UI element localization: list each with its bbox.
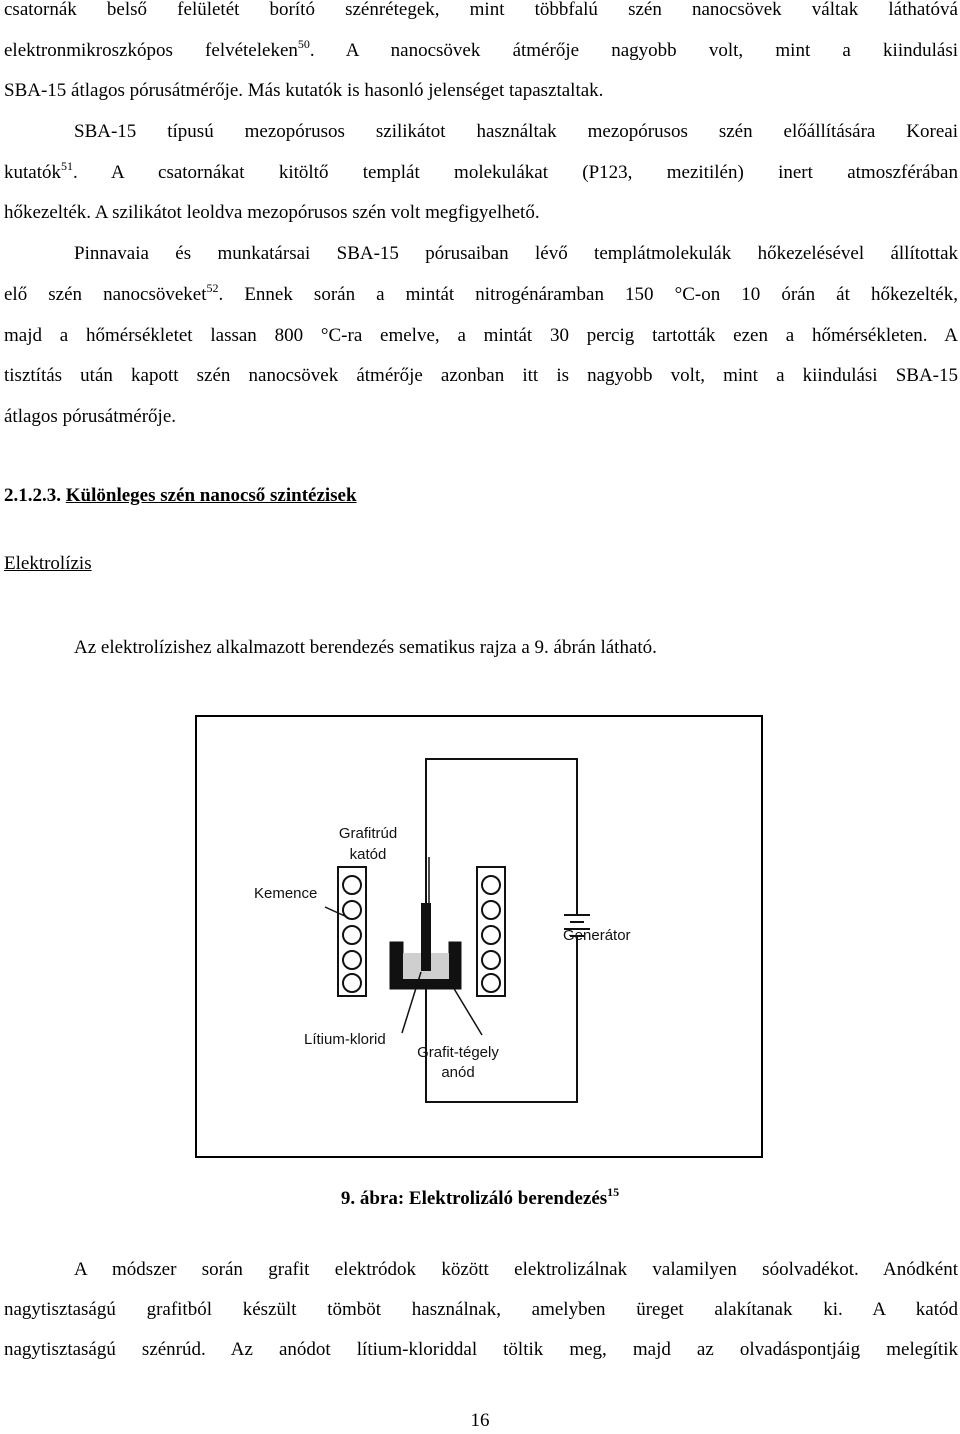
electrolysis-figure bbox=[195, 715, 763, 1158]
paragraph-line: nagytisztaságú szénrúd. Az anódot lítium-kloriddal töltik meg, majd az olvadáspontjáig melegítik bbox=[4, 1339, 958, 1360]
caption-footnote-ref: 15 bbox=[607, 1185, 620, 1199]
graphite-rod-cathode bbox=[421, 903, 431, 971]
label-anode-1: Grafit-tégely bbox=[417, 1044, 499, 1061]
label-generator: Generátor bbox=[563, 927, 631, 944]
paragraph-line: nagytisztaságú grafitból készült tömböt használnak, amelyben üreget alakítanak ki. A katód bbox=[4, 1299, 958, 1320]
paragraph-line: majd a hőmérsékletet lassan 800 °C-ra emelve, a mintát 30 percig tartották ezen a hőmérsékleten. A bbox=[4, 325, 958, 346]
paragraph-line: Pinnavaia és munkatársai SBA-15 pórusaiban lévő templátmolekulák hőkezelésével állítottak bbox=[74, 243, 958, 264]
page-number: 16 bbox=[470, 1410, 490, 1431]
paragraph-line: elektronmikroszkópos felvételeken$^{50}$. A nanocsövek átmérője nagyobb volt, mint a kiindulási bbox=[4, 37, 958, 61]
label-anode-2: anód bbox=[441, 1064, 475, 1081]
section-heading bbox=[4, 485, 357, 507]
label-cathode-1: Grafitrúd bbox=[338, 825, 398, 842]
section-number: 2.1.2.3. bbox=[4, 485, 61, 506]
paragraph-line: SBA-15 átlagos pórusátmérője. Más kutatók is hasonló jelenséget tapasztaltak. bbox=[4, 80, 604, 101]
footnote-ref: 50 bbox=[297, 37, 310, 51]
paragraph-line: A módszer során grafit elektródok között elektrolizálnak valamilyen sóolvadékot. Anódként bbox=[74, 1259, 958, 1280]
footnote-ref: 52 bbox=[206, 281, 219, 295]
furnace-left bbox=[338, 867, 366, 996]
paragraph-line: elő szén nanocsöveket$^{52}$. Ennek során a mintát nitrogénáramban 150 °C-on 10 órán át hőkezelték, bbox=[4, 281, 958, 305]
label-licl: Lítium-klorid bbox=[304, 1031, 386, 1048]
footnote-ref: 51 bbox=[61, 159, 73, 173]
paragraph-line: SBA-15 típusú mezopórusos szilikátot használtak mezopórusos szén előállítására Koreai bbox=[74, 121, 958, 142]
furnace-right bbox=[477, 867, 505, 996]
paragraph-line: hőkezelték. A szilikátot leoldva mezopórusos szén volt megfigyelhető. bbox=[4, 202, 540, 223]
subsection-title: Elektrolízis bbox=[4, 553, 92, 574]
label-cathode-2: katód bbox=[349, 846, 387, 863]
figure-caption: 9. ábra: Elektrolizáló berendezés$^{15}$ bbox=[340, 1185, 620, 1209]
label-furnace: Kemence bbox=[254, 885, 318, 902]
paragraph-line: kutatók$^{51}$. A csatornákat kitöltő templát molekulákat (P123, mezitilén) inert atmoszférában bbox=[4, 159, 958, 183]
paragraph-line: csatornák belső felületét borító szénrétegek, mint többfalú szén nanocsövek váltak láthatóvá bbox=[4, 0, 958, 20]
section-title: Különleges szén nanocső szintézisek bbox=[65, 485, 357, 506]
electrolysis-diagram bbox=[197, 717, 761, 1156]
paragraph-line: tisztítás után kapott szén nanocsövek átmérője azonban itt is nagyobb volt, mint a kiindulási SBA-15 bbox=[4, 365, 958, 386]
paragraph-line: Az elektrolízishez alkalmazott berendezés sematikus rajza a 9. ábrán látható. bbox=[74, 637, 657, 658]
paragraph-line: átlagos pórusátmérője. bbox=[4, 406, 177, 427]
